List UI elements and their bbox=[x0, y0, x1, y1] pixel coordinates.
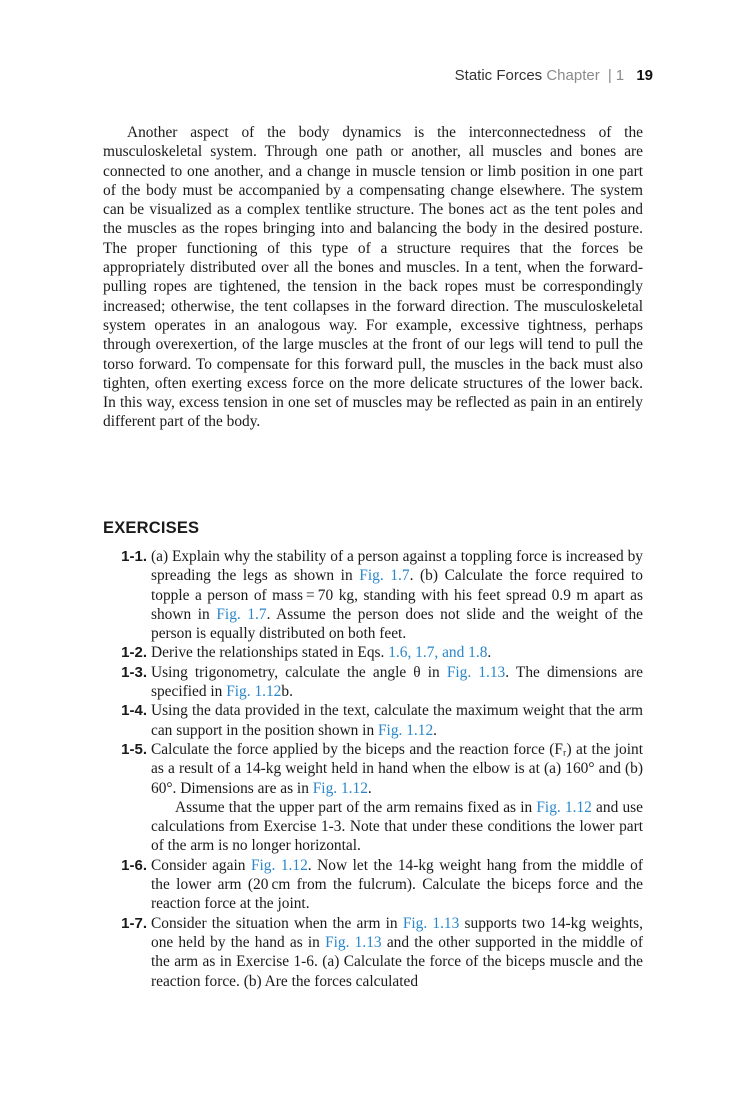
figure-link[interactable]: Fig. 1.7 bbox=[359, 567, 410, 585]
exercise-continuation bbox=[151, 798, 643, 856]
figure-link[interactable]: Fig. 1.13 bbox=[402, 914, 460, 932]
exercise-item bbox=[103, 740, 643, 856]
exercise-list bbox=[103, 547, 643, 991]
exercise-text: Derive the relationships stated in Eqs. bbox=[151, 644, 389, 662]
header-chapter-label: Chapter bbox=[546, 67, 600, 84]
exercise-number: 1-2. bbox=[121, 644, 147, 662]
exercise-text: and use calculations from Exercise 1-3. Note that under these conditions the lower part of the arm is no longer horizontal. bbox=[151, 798, 643, 855]
exercise-text: . bbox=[367, 779, 372, 797]
exercise-number: 1-1. bbox=[121, 548, 147, 565]
figure-link[interactable]: Fig. 1.12 bbox=[378, 721, 434, 739]
exercise-text: . (b) Calculate the force required to topple a person of mass = 70 kg, standing with his feet spread 0.9 m apart as shown in bbox=[151, 567, 643, 623]
exercise-item bbox=[103, 663, 643, 702]
exercise-text: . Assume the person does not slide and the weight of the person is equally distributed on both feet. bbox=[151, 605, 644, 643]
exercise-item bbox=[103, 547, 643, 643]
figure-link[interactable]: Fig. 1.12 bbox=[536, 798, 592, 816]
exercise-text: Consider the situation when the arm in bbox=[151, 914, 403, 932]
exercise-number: 1-4. bbox=[121, 702, 147, 720]
exercise-text: b. bbox=[281, 683, 293, 701]
exercise-text: . bbox=[487, 644, 492, 662]
exercise-number: 1-3. bbox=[121, 663, 147, 681]
header-separator: | bbox=[607, 67, 612, 84]
exercise-item bbox=[103, 914, 643, 991]
exercise-text: supports two 14-kg weights, one held by the hand as in bbox=[151, 914, 643, 951]
exercises-heading: EXERCISES bbox=[103, 519, 200, 537]
exercise-item bbox=[103, 701, 643, 740]
page-number: 19 bbox=[636, 67, 653, 84]
exercise-text: Using trigonometry, calculate the angle θ in bbox=[151, 663, 447, 681]
figure-link[interactable]: Fig. 1.12 bbox=[250, 856, 308, 874]
body-paragraph: Another aspect of the body dynamics is the interconnectedness of the musculoskeletal system. Through one path or another, all muscles and bones are connected to one another, and a change in muscle tension or limb position in one part of the body must be accompanied by a compensating change elsewhere. The system can be visualized as a complex tentlike structure. The bones act as the tent poles and the muscles as the ropes bringing into and balancing the body in the desired posture. The proper functioning of this type of a structure requires that the forces be appropriately distributed over all the bones and muscles. In a tent, when the forward-pulling ropes are tightened, the tension in the back ropes must be correspondingly increased; otherwise, the tent collapses in the forward direction. The musculoskeletal system operates in an analogous way. For example, excessive tightness, perhaps through overexertion, of the large muscles at the front of our legs will tend to pull the torso forward. To compensate for this forward pull, the muscles in the back must also tighten, often exerting excess force on the more delicate structures of the lower back. In this way, excess tension in one set of muscles may be reflected as pain in an entirely different part of the body. bbox=[103, 124, 643, 431]
exercise-number: 1-7. bbox=[121, 914, 147, 932]
equation-link[interactable]: 1.6, 1.7, and 1.8 bbox=[388, 644, 488, 662]
header-title: Static Forces bbox=[454, 67, 543, 84]
exercise-text: . bbox=[433, 721, 438, 739]
exercise-text: Calculate the force applied by the biceps and the reaction force (Fᵣ) at the joint as a result of a 14-kg weight held in hand when the elbow is at (a) 160° and (b) 60°. Dimensions are as in bbox=[151, 740, 643, 797]
exercise-text: Using the data provided in the text, calculate the maximum weight that the arm can support in the position shown in bbox=[151, 702, 643, 739]
exercise-text: Consider again bbox=[151, 856, 251, 874]
exercise-text: Assume that the upper part of the arm remains fixed as in bbox=[175, 798, 537, 816]
figure-link[interactable]: Fig. 1.12 bbox=[226, 683, 282, 701]
exercise-text: (a) Explain why the stability of a person against a toppling force is increased by spreading the legs as shown in bbox=[151, 548, 643, 585]
exercise-number: 1-5. bbox=[121, 740, 147, 758]
running-header bbox=[455, 67, 653, 84]
exercise-item bbox=[103, 643, 643, 662]
exercise-number: 1-6. bbox=[121, 856, 147, 874]
figure-link[interactable]: Fig. 1.7 bbox=[216, 605, 267, 623]
exercise-text: . The dimensions are specified in bbox=[151, 663, 643, 701]
exercise-text: and the other supported in the middle of the arm as in Exercise 1-6. (a) Calculate the force of the biceps muscle and the reaction force. (b) Are the forces calculated bbox=[151, 933, 643, 990]
figure-link[interactable]: Fig. 1.12 bbox=[312, 779, 368, 797]
figure-link[interactable]: Fig. 1.13 bbox=[325, 933, 382, 951]
header-chapter-number: 1 bbox=[615, 67, 625, 84]
exercise-text: . Now let the 14-kg weight hang from the middle of the lower arm (20 cm from the fulcrum). Calculate the biceps force and the reaction force at the joint. bbox=[151, 856, 643, 913]
exercise-item bbox=[103, 856, 643, 914]
figure-link[interactable]: Fig. 1.13 bbox=[446, 663, 506, 681]
